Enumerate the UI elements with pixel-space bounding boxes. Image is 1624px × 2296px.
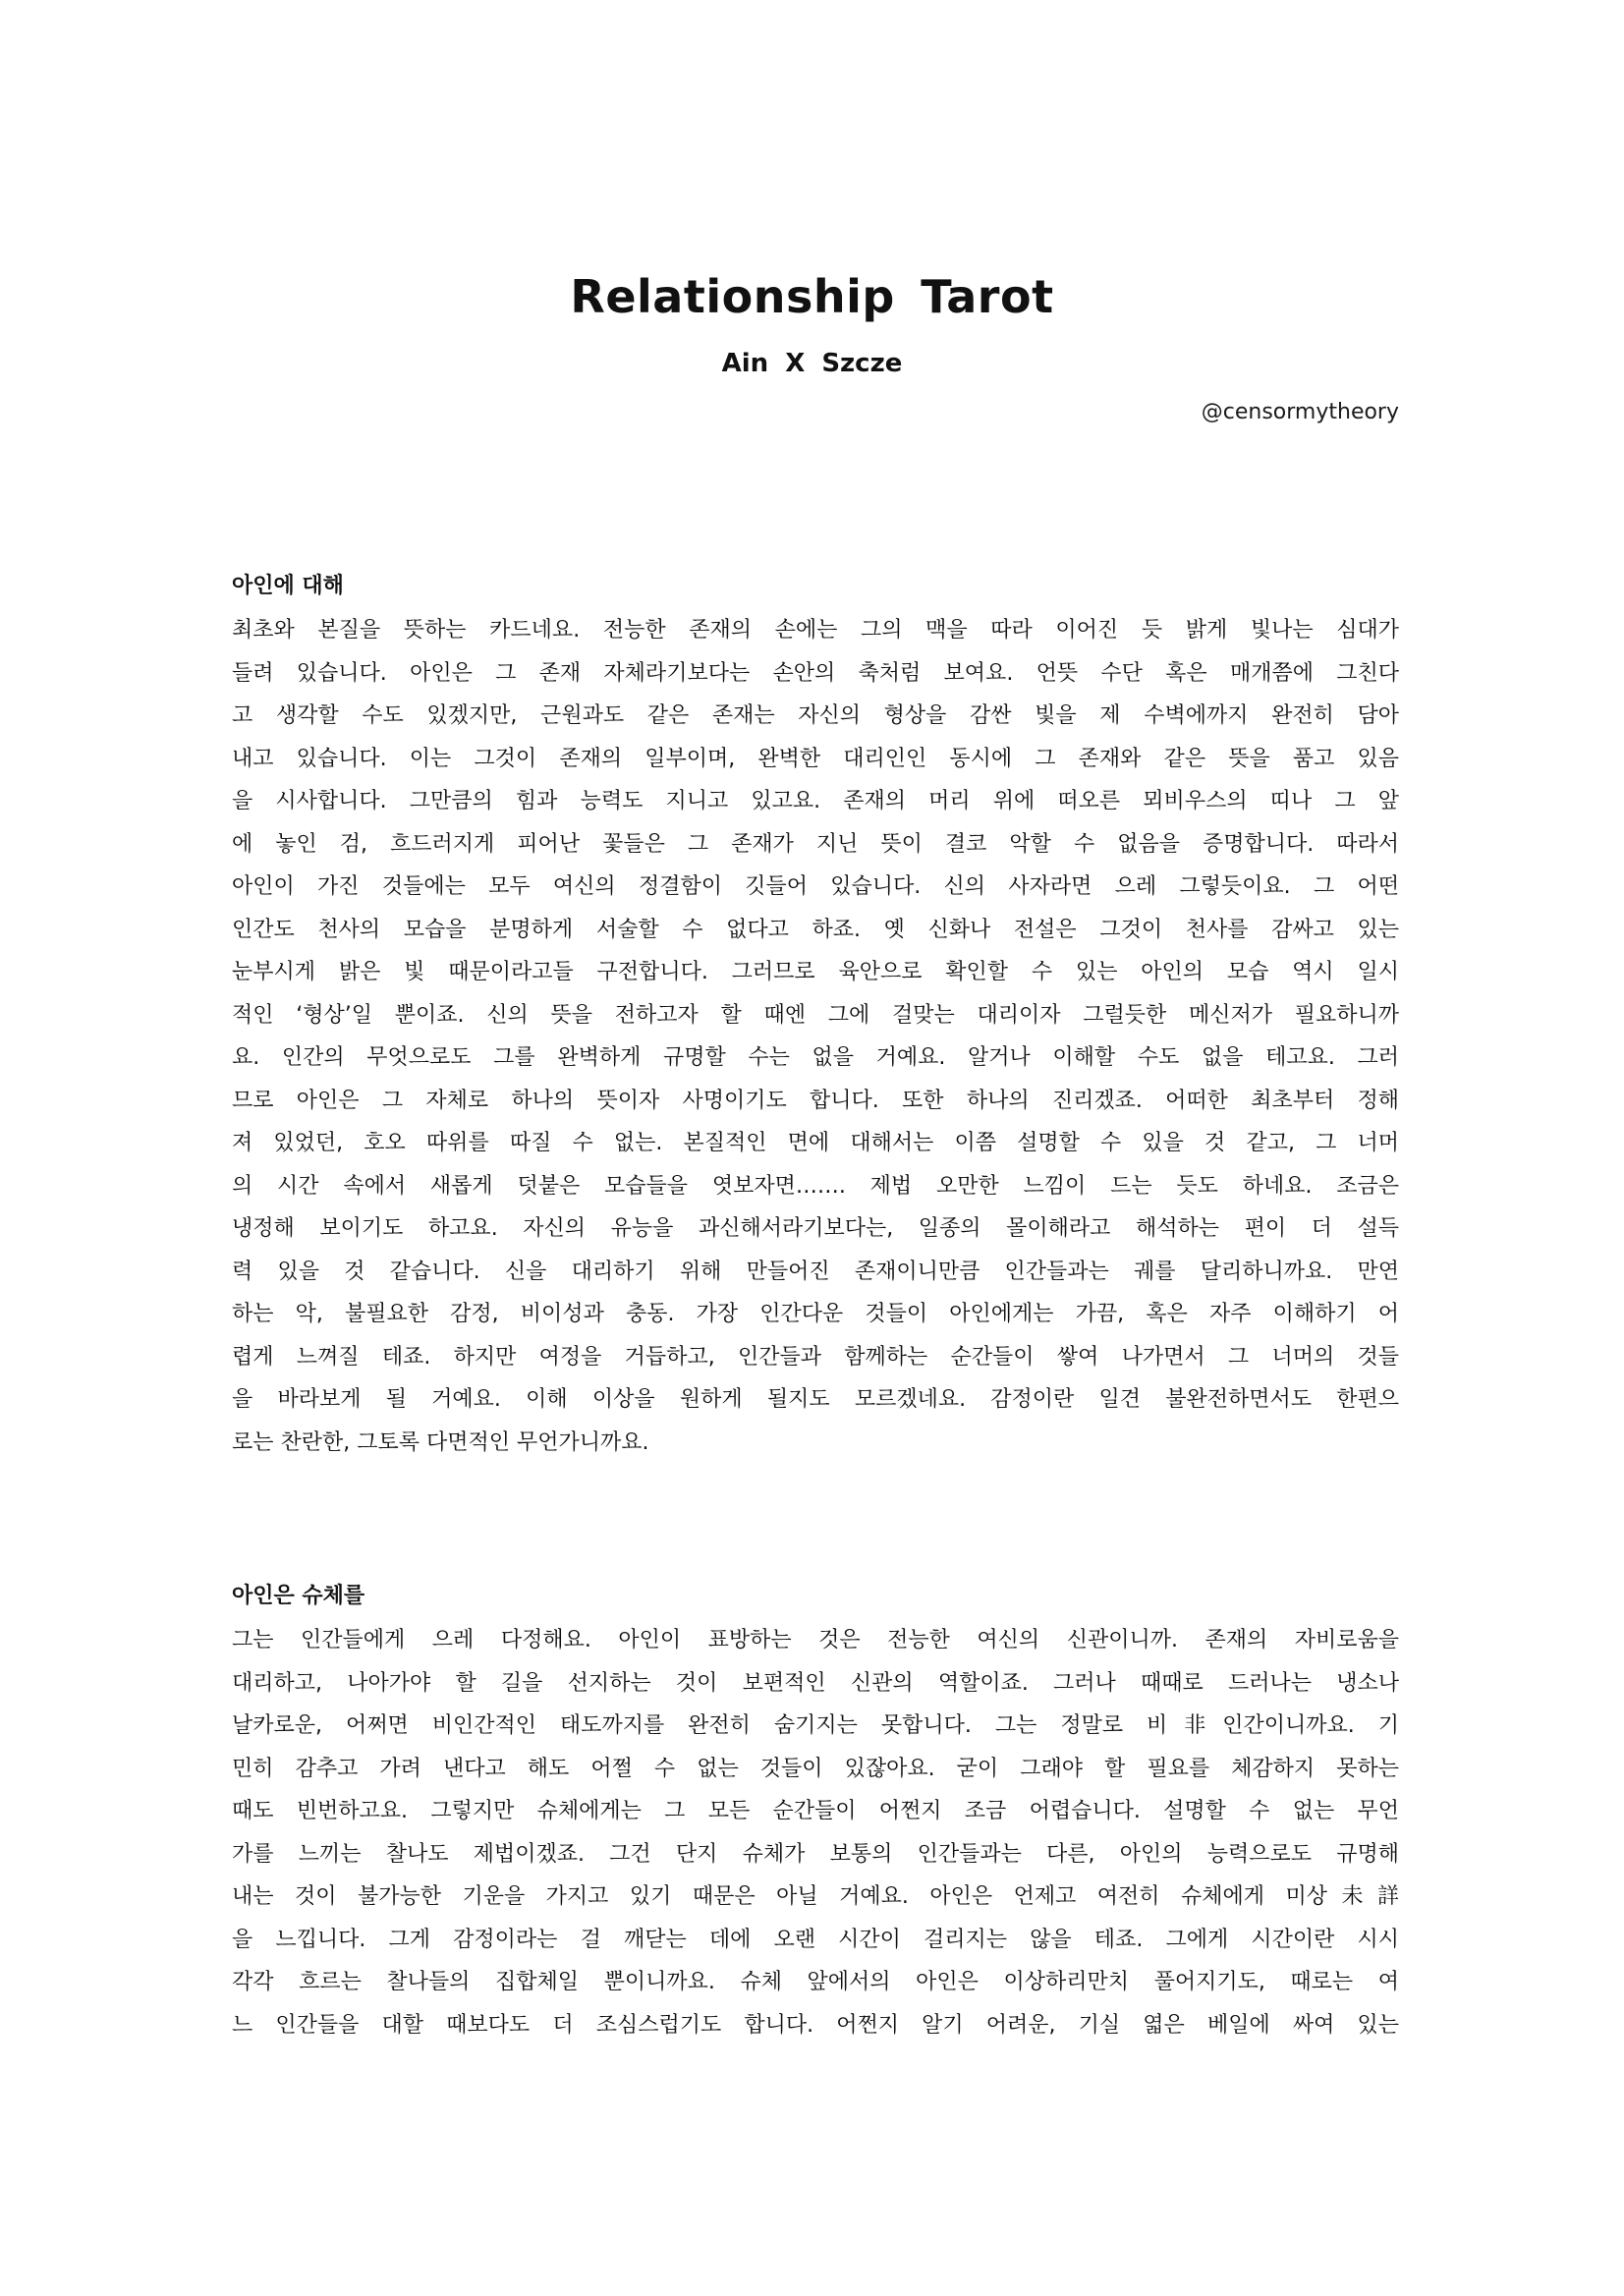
paragraph-line: 렵게 느껴질 테죠. 하지만 여정을 거듭하고, 인간들과 함께하는 순간들이 쌓여 나가면서 그 너머의 것들 <box>232 1344 1399 1370</box>
paragraph-line: 내는 것이 불가능한 기운을 가지고 있기 때문은 아닐 거예요. 아인은 언제고 여전히 슈체에게 미상未詳 <box>232 1884 1399 1909</box>
author-handle: @censormytheory <box>1201 400 1399 424</box>
section-body <box>232 1619 1399 2046</box>
paragraph-line: 에 놓인 검, 흐드러지게 피어난 꽃들은 그 존재가 지닌 뜻이 결코 악할 수 없음을 증명합니다. 따라서 <box>232 831 1399 857</box>
paragraph-line: 력 있을 것 같습니다. 신을 대리하기 위해 만들어진 존재이니만큼 인간들과는 궤를 달리하니까요. 만연 <box>232 1259 1399 1284</box>
section-heading: 아인에 대해 <box>232 574 344 598</box>
section-about-ain <box>232 570 1399 1464</box>
paragraph-line: 최초와 본질을 뜻하는 카드네요. 전능한 존재의 손에는 그의 맥을 따라 이어진 듯 밝게 빛나는 심대가 <box>232 618 1399 643</box>
paragraph-line: 날카로운, 어쩌면 비인간적인 태도까지를 완전히 숨기지는 못합니다. 그는 정말로 비非인간이니까요. 기 <box>232 1713 1399 1738</box>
paragraph-line: 눈부시게 밝은 빛 때문이라고들 구전합니다. 그러므로 육안으로 확인할 수 있는 아인의 모습 역시 일시 <box>232 960 1399 984</box>
paragraph-line: 져 있었던, 호오 따위를 따질 수 없는. 본질적인 면에 대해서는 이쯤 설명할 수 있을 것 같고, 그 너머 <box>232 1131 1399 1155</box>
paragraph-line: 적인 ‘형상’일 뿐이죠. 신의 뜻을 전하고자 할 때엔 그에 걸맞는 대리이자 그럴듯한 메신저가 필요하니까 <box>232 1002 1399 1028</box>
section-body <box>232 609 1399 1464</box>
paragraph-line: 아인이 가진 것들에는 모두 여신의 정결함이 깃들어 있습니다. 신의 사자라면 으레 그렇듯이요. 그 어떤 <box>232 874 1399 899</box>
section-ain-to-szcze <box>232 1580 1399 2046</box>
paragraph-line: 내고 있습니다. 이는 그것이 존재의 일부이며, 완벽한 대리인인 동시에 그 존재와 같은 뜻을 품고 있음 <box>232 746 1399 771</box>
paragraph-line: 민히 감추고 가려 낸다고 해도 어쩔 수 없는 것들이 있잖아요. 굳이 그래야 할 필요를 체감하지 못하는 <box>232 1756 1399 1781</box>
paragraph-line: 을 시사합니다. 그만큼의 힘과 능력도 지니고 있고요. 존재의 머리 위에 떠오른 뫼비우스의 띠나 그 앞 <box>232 789 1399 813</box>
paragraph-line: 의 시간 속에서 새롭게 덧붙은 모습들을 엿보자면……. 제법 오만한 느낌이 드는 듯도 하네요. 조금은 <box>232 1173 1399 1199</box>
paragraph-line: 냉정해 보이기도 하고요. 자신의 유능을 과신해서라기보다는, 일종의 몰이해라고 해석하는 편이 더 설득 <box>232 1216 1399 1241</box>
paragraph-line: 요. 인간의 무엇으로도 그를 완벽하게 규명할 수는 없을 거예요. 알거나 이해할 수도 없을 테고요. 그러 <box>232 1045 1399 1070</box>
paragraph-line: 가를 느끼는 찰나도 제법이겠죠. 그건 단지 슈체가 보통의 인간들과는 다른, 아인의 능력으로도 규명해 <box>232 1841 1399 1867</box>
paragraph-line: 인간도 천사의 모습을 분명하게 서술할 수 없다고 하죠. 옛 신화나 전설은 그것이 천사를 감싸고 있는 <box>232 917 1399 942</box>
paragraph-line: 들려 있습니다. 아인은 그 존재 자체라기보다는 손안의 축처럼 보여요. 언뜻 수단 혹은 매개쯤에 그친다 <box>232 660 1399 686</box>
paragraph-line: 대리하고, 나아가야 할 길을 선지하는 것이 보편적인 신관의 역할이죠. 그러나 때때로 드러나는 냉소나 <box>232 1670 1399 1696</box>
paragraph-line: 각각 흐르는 찰나들의 집합체일 뿐이니까요. 슈체 앞에서의 아인은 이상하리만치 풀어지기도, 때로는 여 <box>232 1970 1399 1994</box>
paragraph-line: 그는 인간들에게 으레 다정해요. 아인이 표방하는 것은 전능한 여신의 신관이니까. 존재의 자비로움을 <box>232 1628 1399 1652</box>
paragraph-line: 느 인간들을 대할 때보다도 더 조심스럽기도 합니다. 어쩐지 알기 어려운, 기실 엷은 베일에 싸여 있는 <box>232 2012 1399 2038</box>
paragraph-line: 때도 빈번하고요. 그렇지만 슈체에게는 그 모든 순간들이 어쩐지 조금 어렵습니다. 설명할 수 없는 무언 <box>232 1799 1399 1823</box>
document-subtitle: Ain X Szcze <box>721 349 903 378</box>
paragraph-line: 로는 찬란한, 그토록 다면적인 무언가니까요. <box>232 1429 649 1455</box>
document-title: Relationship Tarot <box>570 270 1054 323</box>
section-heading: 아인은 슈체를 <box>232 1584 365 1608</box>
paragraph-line: 므로 아인은 그 자체로 하나의 뜻이자 사명이기도 합니다. 또한 하나의 진리겠죠. 어떠한 최초부터 정해 <box>232 1088 1399 1113</box>
paragraph-line: 을 바라보게 될 거예요. 이해 이상을 원하게 될지도 모르겠네요. 감정이란 일견 불완전하면서도 한편으 <box>232 1387 1399 1412</box>
paragraph-line: 하는 악, 불필요한 감정, 비이성과 충동. 가장 인간다운 것들이 아인에게는 가끔, 혹은 자주 이해하기 어 <box>232 1302 1399 1326</box>
paragraph-line: 을 느낍니다. 그게 감정이라는 걸 깨닫는 데에 오랜 시간이 걸리지는 않을 테죠. 그에게 시간이란 시시 <box>232 1927 1399 1952</box>
paragraph-line: 고 생각할 수도 있겠지만, 근원과도 같은 존재는 자신의 형상을 감싼 빛을 제 수벽에까지 완전히 담아 <box>232 703 1399 728</box>
